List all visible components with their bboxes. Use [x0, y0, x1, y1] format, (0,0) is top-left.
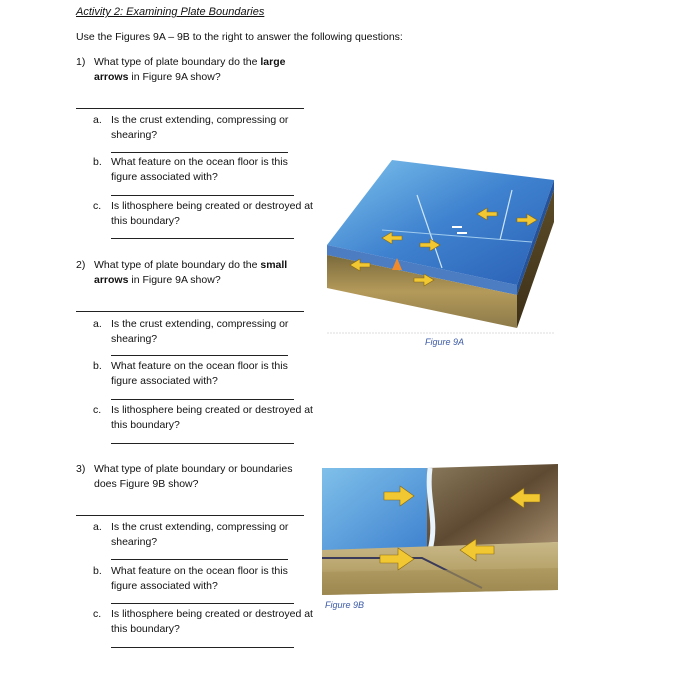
answer-line[interactable] [76, 108, 304, 109]
question-text: in Figure 9A show? [128, 71, 221, 83]
answer-line[interactable] [76, 311, 304, 312]
sub-text: Is the crust extending, compressing or shearing? [111, 318, 289, 345]
sub-question [93, 317, 313, 347]
sub-text: Is lithosphere being created or destroyed at this boundary? [111, 404, 313, 431]
continental-plate [427, 464, 558, 550]
answer-line[interactable] [111, 355, 288, 356]
sub-text: What feature on the ocean floor is this figure associated with? [111, 565, 288, 592]
figure-9a-caption: Figure 9A [425, 337, 465, 347]
sub-text: Is lithosphere being created or destroyed at this boundary? [111, 200, 313, 227]
sub-label: b. [93, 565, 102, 577]
answer-line[interactable] [111, 238, 294, 239]
sub-question [93, 199, 313, 229]
answer-line[interactable] [111, 399, 294, 400]
question-number: 2) [76, 259, 86, 271]
question-emphasis: large arrows [94, 56, 286, 83]
sub-text: What feature on the ocean floor is this figure associated with? [111, 360, 288, 387]
activity-title: Activity 2: Examining Plate Boundaries [76, 6, 265, 18]
answer-line[interactable] [76, 515, 304, 516]
sub-question [93, 155, 313, 185]
answer-line[interactable] [111, 195, 294, 196]
sub-label: c. [93, 200, 102, 212]
sub-question [93, 520, 313, 550]
question-text: What type of plate boundary or boundaries does Figure 9B show? [94, 463, 293, 490]
question-text: in Figure 9A show? [128, 274, 221, 286]
sub-text: Is lithosphere being created or destroyed at this boundary? [111, 608, 313, 635]
question-text: What type of plate boundary do the [94, 56, 261, 68]
sub-label: b. [93, 156, 102, 168]
sub-text: Is the crust extending, compressing or shearing? [111, 114, 289, 141]
figure-9a-diagram [322, 150, 557, 335]
question-number: 1) [76, 56, 86, 68]
question-text: What type of plate boundary do the [94, 259, 261, 271]
answer-line[interactable] [111, 559, 288, 560]
answer-line[interactable] [111, 152, 288, 153]
sub-question [93, 607, 313, 637]
mantle-layer [322, 568, 558, 595]
question-2 [76, 258, 311, 288]
sub-label: b. [93, 360, 102, 372]
sub-question [93, 564, 313, 594]
sub-question [93, 113, 313, 143]
sub-label: c. [93, 404, 102, 416]
figure-9b-caption: Figure 9B [325, 600, 365, 610]
instructions: Use the Figures 9A – 9B to the right to answer the following questions: [76, 31, 403, 43]
sub-label: a. [93, 318, 102, 330]
sub-text: Is the crust extending, compressing or shearing? [111, 521, 289, 548]
sub-question [93, 359, 313, 389]
answer-line[interactable] [111, 603, 294, 604]
question-3 [76, 462, 311, 492]
question-emphasis: small arrows [94, 259, 288, 286]
sub-label: c. [93, 608, 102, 620]
sub-label: a. [93, 521, 102, 533]
question-number: 3) [76, 463, 86, 475]
sub-label: a. [93, 114, 102, 126]
sub-text: What feature on the ocean floor is this figure associated with? [111, 156, 288, 183]
question-1 [76, 55, 311, 85]
answer-line[interactable] [111, 647, 294, 648]
figure-9b-diagram [322, 460, 562, 600]
answer-line[interactable] [111, 443, 294, 444]
sub-question [93, 403, 313, 433]
ocean-plate [322, 468, 427, 550]
